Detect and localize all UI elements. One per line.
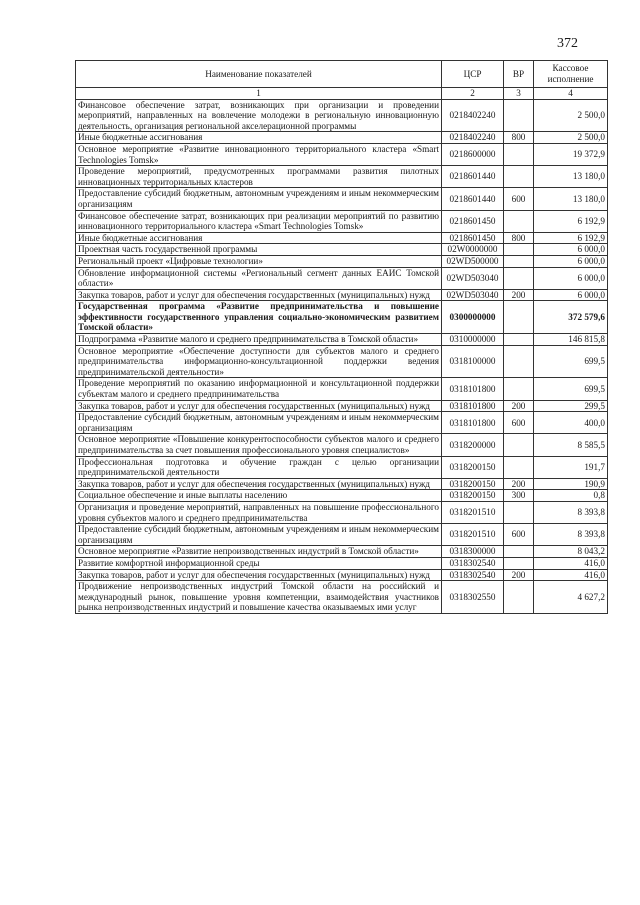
row-vr-code: 800 <box>504 232 534 244</box>
row-cash-execution: 13 180,0 <box>534 166 608 188</box>
row-cash-execution: 8 043,2 <box>534 546 608 558</box>
row-name: Социальное обеспечение и иные выплаты населению <box>76 490 442 502</box>
row-csr-code: 02WD500000 <box>442 255 504 267</box>
row-csr-code: 0318200150 <box>442 490 504 502</box>
row-cash-execution: 190,9 <box>534 478 608 490</box>
row-cash-execution: 6 192,9 <box>534 210 608 232</box>
table-row <box>76 400 608 412</box>
row-name: Основное мероприятие «Развитие непроизводственных индустрий в Томской области» <box>76 546 442 558</box>
row-vr-code <box>504 456 534 478</box>
table-row <box>76 267 608 289</box>
row-vr-code: 200 <box>504 478 534 490</box>
row-cash-execution: 8 585,5 <box>534 434 608 456</box>
row-name: Проектная часть государственной программы <box>76 244 442 256</box>
row-vr-code: 200 <box>504 569 534 581</box>
row-name: Развитие комфортной информационной среды <box>76 557 442 569</box>
table-row <box>76 412 608 434</box>
row-cash-execution: 191,7 <box>534 456 608 478</box>
table-row <box>76 210 608 232</box>
table-row <box>76 569 608 581</box>
row-name: Организация и проведение мероприятий, направленных на повышение профессионального уровня субъектов малого и среднего предпринимательства <box>76 501 442 523</box>
row-name: Основное мероприятие «Развитие инновационного территориального кластера «Smart Technologies Tomsk» <box>76 143 442 165</box>
row-csr-code: 0318302550 <box>442 581 504 614</box>
row-vr-code: 300 <box>504 490 534 502</box>
row-name: Закупка товаров, работ и услуг для обеспечения государственных (муниципальных) нужд <box>76 478 442 490</box>
row-csr-code: 0318101800 <box>442 412 504 434</box>
row-csr-code: 0318101800 <box>442 400 504 412</box>
column-number: 3 <box>504 88 534 100</box>
row-vr-code: 600 <box>504 412 534 434</box>
row-cash-execution: 146 815,8 <box>534 334 608 346</box>
row-vr-code <box>504 99 534 132</box>
table-row <box>76 456 608 478</box>
row-cash-execution: 13 180,0 <box>534 188 608 210</box>
table-row <box>76 345 608 378</box>
row-csr-code: 0218601450 <box>442 232 504 244</box>
table-row <box>76 289 608 301</box>
row-name: Обновление информационной системы «Региональный сегмент данных ЕАИС Томской области» <box>76 267 442 289</box>
row-name: Предоставление субсидий бюджетным, автономным учреждениям и иным некоммерческим организациям <box>76 188 442 210</box>
row-csr-code: 0218600000 <box>442 143 504 165</box>
table-row <box>76 244 608 256</box>
row-cash-execution: 8 393,8 <box>534 501 608 523</box>
row-csr-code: 0318200150 <box>442 478 504 490</box>
row-vr-code <box>504 166 534 188</box>
row-vr-code <box>504 143 534 165</box>
row-vr-code: 200 <box>504 289 534 301</box>
row-name: Продвижение непроизводственных индустрий Томской области на российский и международный рынок, повышение уровня компетенции, взаимодействия участников рынка непроизводственных индустрий и повышение качества оказываемых ими услуг <box>76 581 442 614</box>
row-vr-code <box>504 434 534 456</box>
page-number: 372 <box>557 36 578 51</box>
table-row <box>76 557 608 569</box>
header-name: Наименование показателей <box>76 61 442 88</box>
row-name: Иные бюджетные ассигнования <box>76 132 442 144</box>
header-sum: Кассовое исполнение <box>534 61 608 88</box>
budget-execution-table <box>75 60 608 614</box>
row-cash-execution: 372 579,6 <box>534 301 608 334</box>
row-cash-execution: 699,5 <box>534 345 608 378</box>
row-csr-code: 0318302540 <box>442 557 504 569</box>
row-csr-code: 0218402240 <box>442 99 504 132</box>
row-csr-code: 02WD503040 <box>442 267 504 289</box>
row-name: Закупка товаров, работ и услуг для обеспечения государственных (муниципальных) нужд <box>76 400 442 412</box>
row-cash-execution: 2 500,0 <box>534 132 608 144</box>
row-vr-code <box>504 244 534 256</box>
row-cash-execution: 400,0 <box>534 412 608 434</box>
row-cash-execution: 416,0 <box>534 569 608 581</box>
table-row <box>76 378 608 400</box>
row-csr-code: 0318302540 <box>442 569 504 581</box>
row-name: Иные бюджетные ассигнования <box>76 232 442 244</box>
row-name: Проведение мероприятий, предусмотренных программами развития пилотных инновационных территориальных кластеров <box>76 166 442 188</box>
row-vr-code <box>504 345 534 378</box>
table-row <box>76 490 608 502</box>
row-csr-code: 0318201510 <box>442 524 504 546</box>
row-cash-execution: 0,8 <box>534 490 608 502</box>
row-cash-execution: 6 000,0 <box>534 267 608 289</box>
row-name: Региональный проект «Цифровые технологии» <box>76 255 442 267</box>
row-vr-code <box>504 378 534 400</box>
row-vr-code: 600 <box>504 188 534 210</box>
column-number: 4 <box>534 88 608 100</box>
row-cash-execution: 2 500,0 <box>534 99 608 132</box>
header-csr: ЦСР <box>442 61 504 88</box>
row-vr-code <box>504 301 534 334</box>
row-cash-execution: 6 000,0 <box>534 289 608 301</box>
row-name: Проведение мероприятий по оказанию информационной и консультационной поддержки субъектам малого и среднего предпринимательства <box>76 378 442 400</box>
table-header <box>76 61 608 100</box>
row-csr-code: 0218601440 <box>442 188 504 210</box>
row-vr-code: 200 <box>504 400 534 412</box>
row-csr-code: 02W0000000 <box>442 244 504 256</box>
table-row <box>76 143 608 165</box>
table-row <box>76 255 608 267</box>
row-cash-execution: 6 000,0 <box>534 255 608 267</box>
row-csr-code: 0218601440 <box>442 166 504 188</box>
row-vr-code <box>504 210 534 232</box>
row-csr-code: 0318200150 <box>442 456 504 478</box>
row-csr-code: 0318201510 <box>442 501 504 523</box>
row-vr-code <box>504 255 534 267</box>
table-row <box>76 188 608 210</box>
row-name: Основное мероприятие «Обеспечение доступности для субъектов малого и среднего предпринимательства информационно-консультационной поддержки ведения предпринимательской деятельности» <box>76 345 442 378</box>
row-name: Основное мероприятие «Повышение конкурентоспособности субъектов малого и среднего предпринимательства за счет повышения профессионального уровня специалистов» <box>76 434 442 456</box>
table-row <box>76 546 608 558</box>
row-vr-code <box>504 267 534 289</box>
row-csr-code: 0218402240 <box>442 132 504 144</box>
row-csr-code: 0218601450 <box>442 210 504 232</box>
column-number: 2 <box>442 88 504 100</box>
table-row <box>76 581 608 614</box>
row-name: Подпрограмма «Развитие малого и среднего предпринимательства в Томской области» <box>76 334 442 346</box>
row-vr-code <box>504 581 534 614</box>
row-csr-code: 02WD503040 <box>442 289 504 301</box>
table-row <box>76 334 608 346</box>
table-row <box>76 434 608 456</box>
row-csr-code: 0318200000 <box>442 434 504 456</box>
row-name: Предоставление субсидий бюджетным, автономным учреждениям и иным некоммерческим организациям <box>76 524 442 546</box>
column-number-row <box>76 88 608 100</box>
table-row <box>76 478 608 490</box>
row-name: Государственная программа «Развитие предпринимательства и повышение эффективности государственного управления социально-экономическим развитием Томской области» <box>76 301 442 334</box>
row-csr-code: 0318300000 <box>442 546 504 558</box>
row-cash-execution: 6 192,9 <box>534 232 608 244</box>
row-csr-code: 0318100000 <box>442 345 504 378</box>
row-name: Финансовое обеспечение затрат, возникающих при организации и проведении мероприятий, направленных на вовлечение молодежи в региональную инновационную деятельность, организация региональной акселерационной программы <box>76 99 442 132</box>
header-vr: ВР <box>504 61 534 88</box>
row-vr-code <box>504 334 534 346</box>
row-name: Закупка товаров, работ и услуг для обеспечения государственных (муниципальных) нужд <box>76 289 442 301</box>
row-name: Финансовое обеспечение затрат, возникающих при реализации мероприятий по развитию инновационного территориального кластера «Smart Technologies Tomsk» <box>76 210 442 232</box>
table-row <box>76 166 608 188</box>
row-cash-execution: 416,0 <box>534 557 608 569</box>
column-number: 1 <box>76 88 442 100</box>
row-name: Профессиональная подготовка и обучение граждан с целью организации предпринимательской деятельности <box>76 456 442 478</box>
table-row <box>76 301 608 334</box>
row-cash-execution: 299,5 <box>534 400 608 412</box>
row-csr-code: 0300000000 <box>442 301 504 334</box>
table-row <box>76 132 608 144</box>
row-cash-execution: 6 000,0 <box>534 244 608 256</box>
table-row <box>76 524 608 546</box>
row-cash-execution: 4 627,2 <box>534 581 608 614</box>
table-row <box>76 232 608 244</box>
row-name: Закупка товаров, работ и услуг для обеспечения государственных (муниципальных) нужд <box>76 569 442 581</box>
row-csr-code: 0310000000 <box>442 334 504 346</box>
row-cash-execution: 19 372,9 <box>534 143 608 165</box>
row-vr-code: 600 <box>504 524 534 546</box>
row-vr-code <box>504 546 534 558</box>
row-cash-execution: 8 393,8 <box>534 524 608 546</box>
row-vr-code <box>504 501 534 523</box>
table-row <box>76 99 608 132</box>
row-csr-code: 0318101800 <box>442 378 504 400</box>
row-vr-code: 800 <box>504 132 534 144</box>
table-row <box>76 501 608 523</box>
row-name: Предоставление субсидий бюджетным, автономным учреждениям и иным некоммерческим организациям <box>76 412 442 434</box>
row-cash-execution: 699,5 <box>534 378 608 400</box>
row-vr-code <box>504 557 534 569</box>
table-body <box>76 99 608 613</box>
